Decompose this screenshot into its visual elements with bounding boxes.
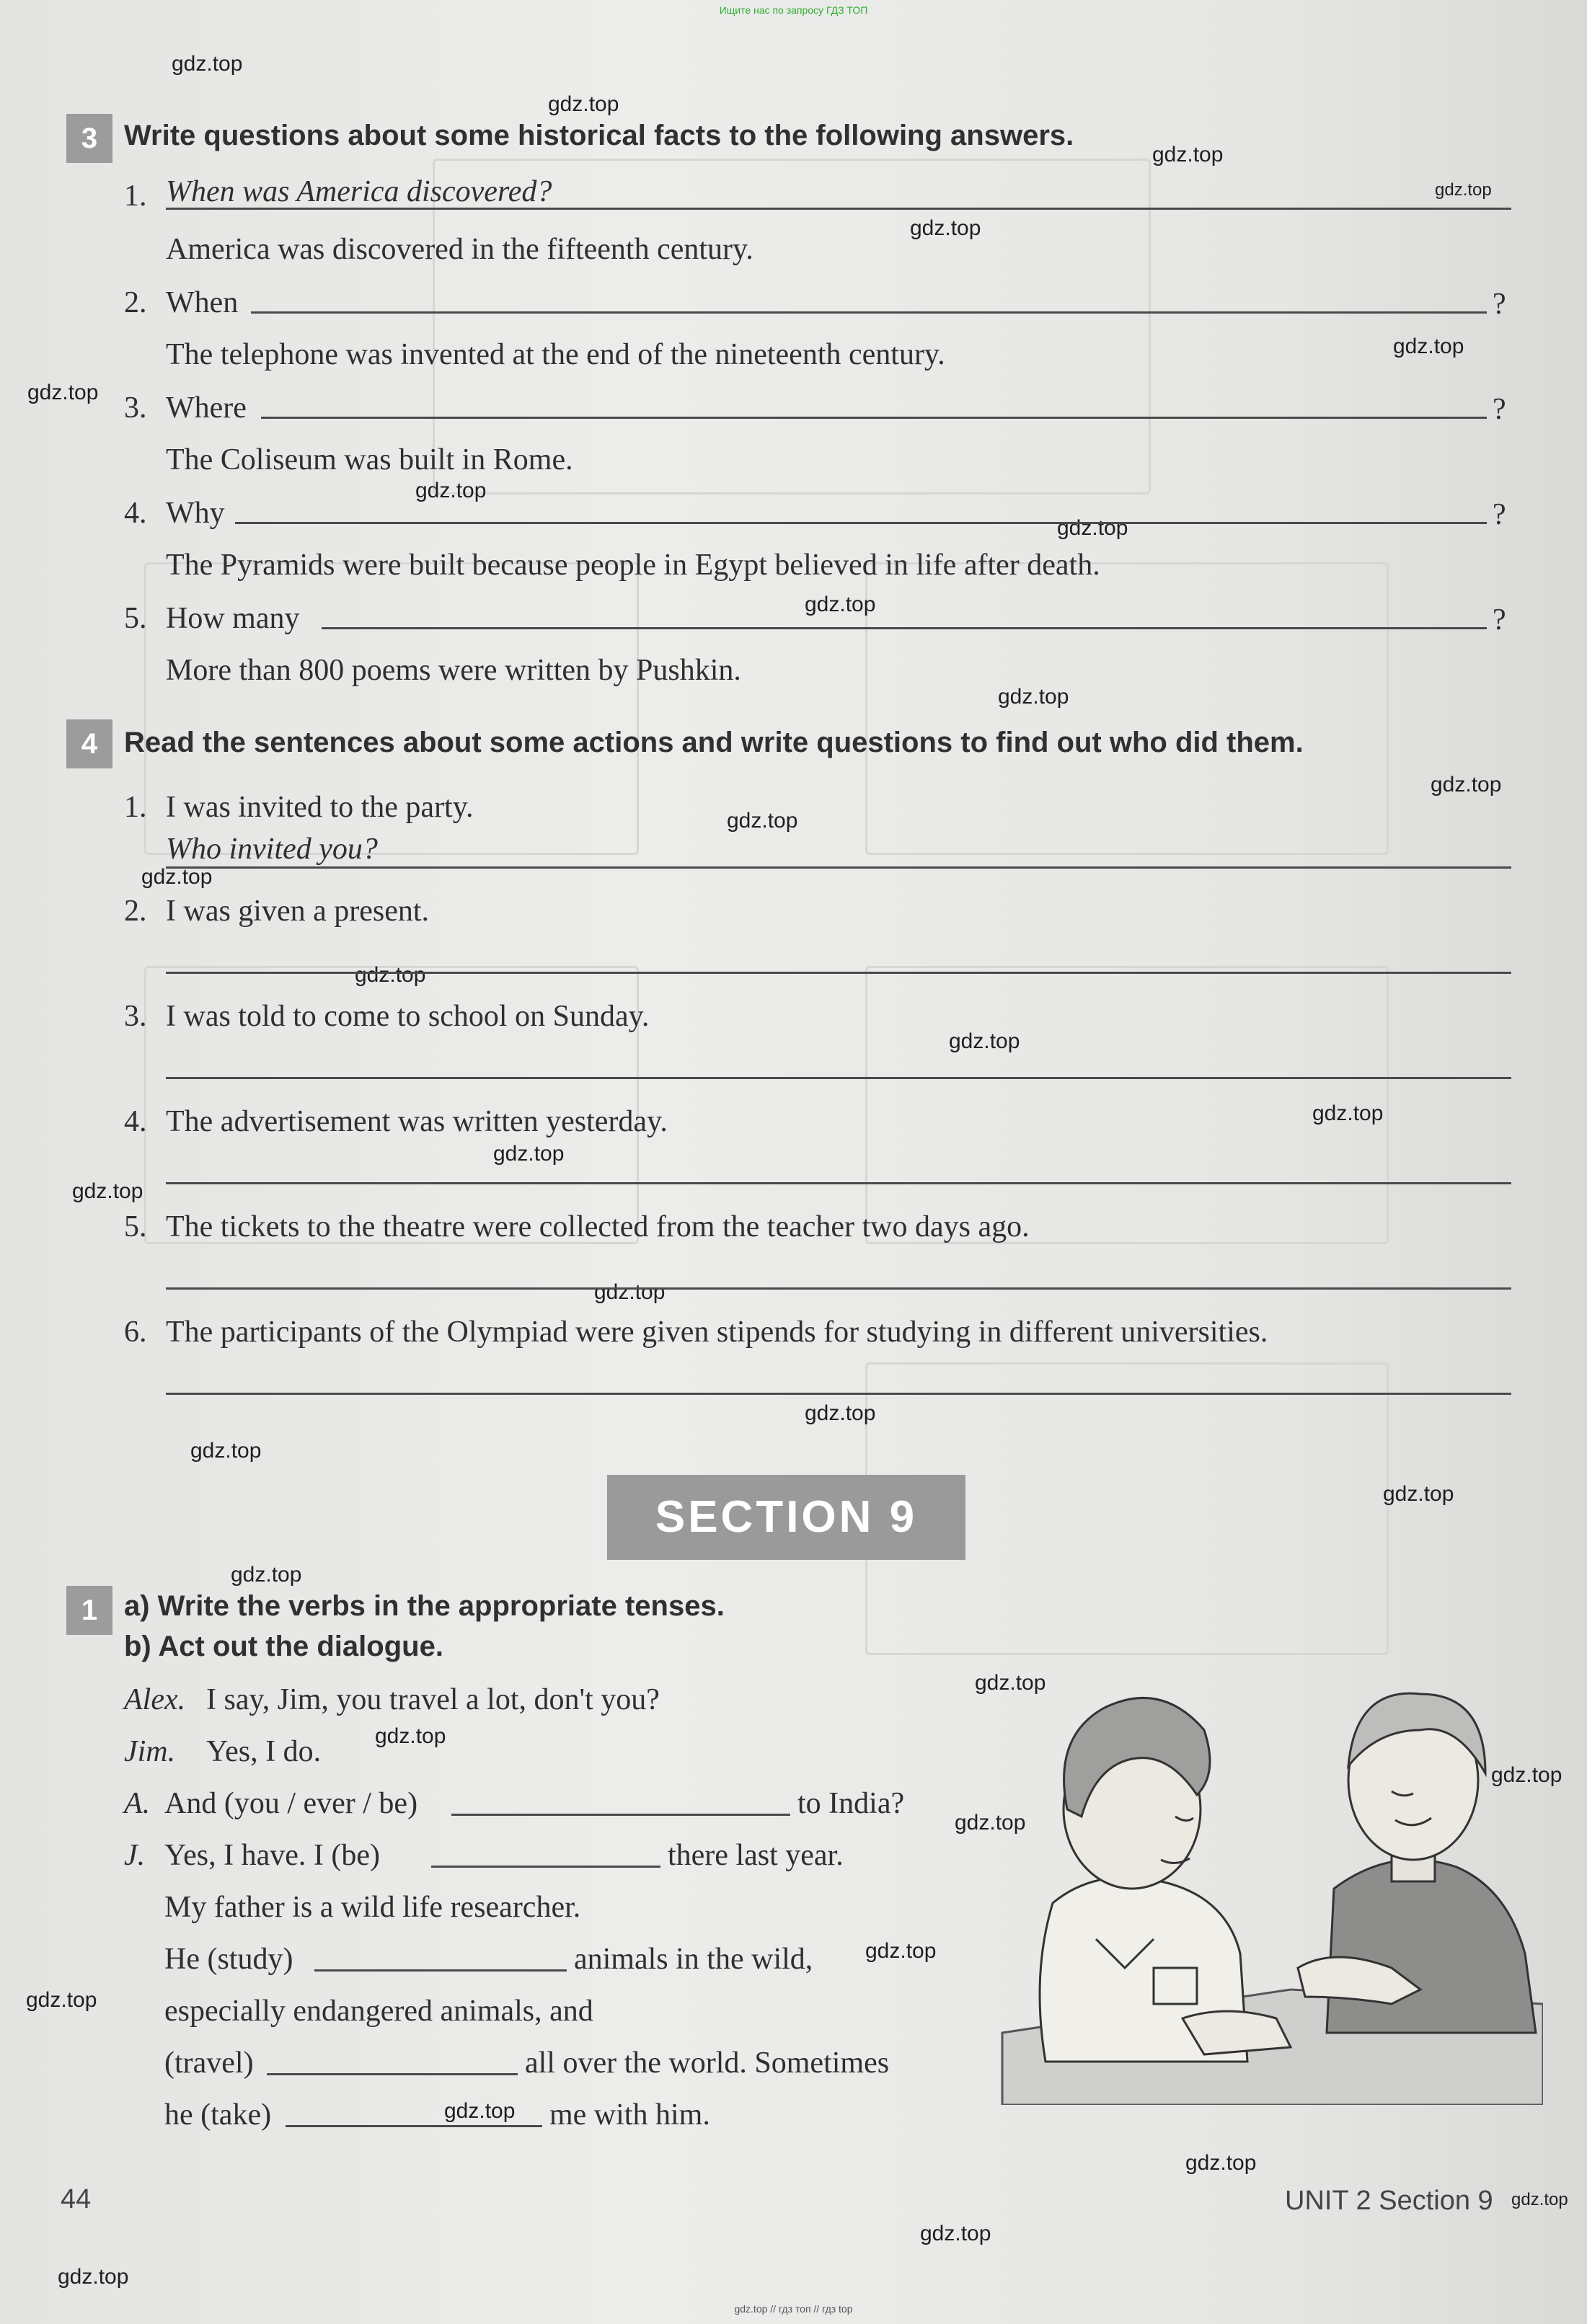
dialogue-line: especially endangered animals, and [164, 1995, 593, 2028]
given-sentence: The tickets to the theatre were collected from the teacher two days ago. [166, 1210, 1030, 1243]
question-input-line[interactable] [322, 627, 1487, 629]
verb-blank[interactable] [314, 1969, 567, 1972]
watermark: gdz.top [865, 1939, 937, 1963]
dialogue-line: (travel) [164, 2046, 254, 2080]
watermark: gdz.top [910, 216, 981, 240]
watermark: gdz.top [1491, 1763, 1562, 1787]
question-input-line[interactable] [235, 522, 1487, 524]
dialogue-line: I say, Jim, you travel a lot, don't you? [206, 1683, 660, 1716]
item-number: 1. [124, 791, 147, 824]
task-b-heading: b) Act out the dialogue. [124, 1631, 443, 1662]
exercise-3-number: 3 [66, 114, 112, 163]
question-mark: ? [1493, 393, 1506, 426]
dialogue-line: there last year. [668, 1839, 844, 1872]
item-number: 1. [124, 179, 147, 213]
dialogue-line: Yes, I do. [206, 1735, 322, 1768]
watermark: gdz.top [355, 963, 426, 987]
given-sentence: I was told to come to school on Sunday. [166, 1000, 650, 1033]
item-number: 4. [124, 1105, 147, 1138]
watermark: gdz.top [548, 92, 619, 116]
watermark: gdz.top [1431, 773, 1502, 797]
question-mark: ? [1493, 603, 1506, 637]
question-prompt: Where [166, 391, 247, 425]
watermark: gdz.top [1152, 143, 1224, 167]
watermark: gdz.top [72, 1179, 143, 1203]
exercise-4-number: 4 [66, 719, 112, 768]
right-boy-figure [1298, 1693, 1536, 2033]
question-mark: ? [1493, 498, 1506, 531]
item-number: 5. [124, 602, 147, 635]
question-prompt: How many [166, 602, 300, 635]
dialogue-line: He (study) [164, 1943, 293, 1976]
question-input-line[interactable] [166, 1287, 1511, 1290]
speaker-label: Jim. [124, 1735, 176, 1768]
question-prompt: Why [166, 497, 225, 530]
question-input-line[interactable] [166, 972, 1511, 974]
watermark: gdz.top [1312, 1101, 1384, 1125]
watermark: gdz.top [27, 381, 99, 404]
example-question: When was America discovered? [166, 175, 552, 208]
speaker-label: A. [124, 1787, 151, 1820]
watermark: gdz.top [1057, 516, 1128, 540]
answer-line [166, 866, 1511, 869]
watermark: gdz.top [1383, 1482, 1454, 1506]
top-note: Ищите нас по запросу ГДЗ ТОП [719, 4, 868, 16]
answer-sentence: More than 800 poems were written by Pushkin. [166, 654, 741, 687]
dialogue-line: me with him. [549, 2098, 710, 2132]
dialogue-line: And (you / ever / be) [164, 1787, 418, 1820]
verb-blank[interactable] [286, 2125, 542, 2127]
watermark: gdz.top [415, 479, 487, 502]
question-mark: ? [1493, 288, 1506, 321]
verb-blank[interactable] [267, 2073, 518, 2075]
question-input-line[interactable] [251, 311, 1487, 314]
answer-sentence: The Pyramids were built because people in Egypt believed in life after death. [166, 549, 1100, 582]
exercise-1-number: 1 [66, 1586, 112, 1635]
question-prompt: When [166, 286, 239, 319]
dialogue-line: to India? [797, 1787, 905, 1820]
item-number: 2. [124, 286, 147, 319]
watermark: gdz.top [1511, 2190, 1568, 2209]
watermark: gdz.top [949, 1029, 1020, 1053]
watermark: gdz.top [920, 2222, 991, 2245]
given-sentence: I was invited to the party. [166, 791, 474, 824]
answer-sentence: The telephone was invented at the end of the nineteenth century. [166, 338, 945, 371]
verb-blank[interactable] [451, 1814, 790, 1816]
answer-line [166, 208, 1511, 210]
bleed-through-frame [865, 562, 1389, 855]
watermark: gdz.top [975, 1671, 1046, 1695]
speaker-label: Alex. [124, 1683, 186, 1716]
unit-section-label: UNIT 2 Section 9 [1285, 2186, 1493, 2216]
given-sentence: The advertisement was written yesterday. [166, 1105, 668, 1138]
item-number: 3. [124, 1000, 147, 1033]
two-boys-illustration [988, 1629, 1543, 2105]
question-input-line[interactable] [166, 1077, 1511, 1079]
item-number: 2. [124, 895, 147, 928]
watermark: gdz.top [998, 685, 1069, 709]
watermark: gdz.top [375, 1724, 446, 1748]
section-title: SECTION 9 [607, 1475, 965, 1560]
given-sentence: The participants of the Olympiad were given stipends for studying in different universities. [166, 1316, 1268, 1349]
dialogue-line: Yes, I have. I (be) [164, 1839, 380, 1872]
page-number: 44 [61, 2184, 92, 2214]
dialogue-line: he (take) [164, 2098, 272, 2132]
watermark: gdz.top [172, 52, 243, 76]
item-number: 5. [124, 1210, 147, 1243]
example-question: Who invited you? [166, 833, 378, 866]
watermark: gdz.top [26, 1988, 97, 2012]
bottom-note: gdz.top // гдз топ // гдз top [734, 2303, 853, 2315]
watermark: gdz.top [727, 809, 798, 833]
speaker-label: J. [124, 1839, 146, 1872]
watermark: gdz.top [141, 865, 213, 889]
watermark: gdz.top [190, 1439, 262, 1463]
question-input-line[interactable] [166, 1182, 1511, 1184]
dialogue-line: My father is a wild life researcher. [164, 1891, 581, 1924]
given-sentence: I was given a present. [166, 895, 430, 928]
watermark: gdz.top [58, 2265, 129, 2289]
verb-blank[interactable] [431, 1866, 660, 1868]
dialogue-line: all over the world. Sometimes [525, 2046, 890, 2080]
exercise-3-heading: Write questions about some historical facts to the following answers. [124, 120, 1074, 151]
watermark: gdz.top [493, 1142, 565, 1166]
watermark: gdz.top [444, 2099, 516, 2123]
answer-sentence: America was discovered in the fifteenth century. [166, 233, 753, 266]
watermark: gdz.top [955, 1811, 1026, 1835]
watermark: gdz.top [1435, 180, 1492, 200]
dialogue-line: animals in the wild, [574, 1943, 813, 1976]
watermark: gdz.top [805, 593, 876, 616]
answer-sentence: The Coliseum was built in Rome. [166, 443, 573, 476]
watermark: gdz.top [594, 1280, 666, 1304]
watermark: gdz.top [231, 1563, 302, 1587]
exercise-4-heading: Read the sentences about some actions and write questions to find out who did them. [124, 727, 1304, 758]
bleed-through-frame [865, 966, 1389, 1244]
watermark: gdz.top [1185, 2151, 1257, 2175]
watermark: gdz.top [1393, 334, 1464, 358]
item-number: 4. [124, 497, 147, 530]
item-number: 6. [124, 1316, 147, 1349]
question-input-line[interactable] [166, 1393, 1511, 1395]
question-input-line[interactable] [261, 417, 1487, 419]
task-a-heading: a) Write the verbs in the appropriate tenses. [124, 1590, 725, 1622]
item-number: 3. [124, 391, 147, 425]
watermark: gdz.top [805, 1401, 876, 1425]
